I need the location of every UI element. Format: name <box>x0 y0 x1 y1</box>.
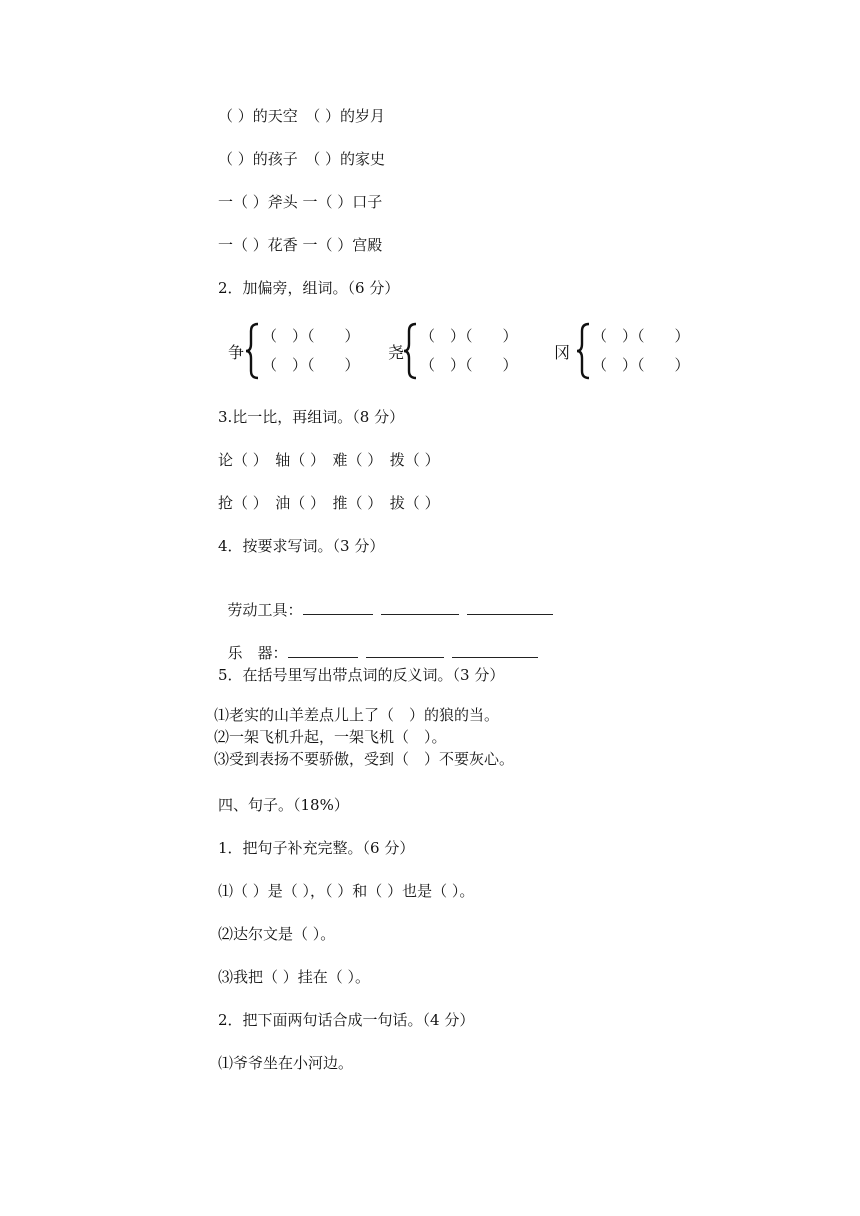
answer-blank[interactable] <box>381 600 459 615</box>
answer-blank[interactable] <box>467 600 553 615</box>
q5-line-2: ⑵一架飞机升起，一架飞机（ ）。 <box>214 728 447 746</box>
q3-row-1: 论（ ） 轴（ ） 难（ ） 拨（ ） <box>218 451 440 469</box>
s4-q1-line-2: ⑵达尔文是（ ）。 <box>218 925 336 943</box>
s4-q2-title: 2．把下面两句话合成一句话。（4 分） <box>218 1011 475 1029</box>
phrase-row-3: 一（ ）斧头 一（ ）口子 <box>218 193 383 211</box>
q4-label-instruments: 乐 器： <box>227 644 288 662</box>
radical-group-3 <box>554 322 714 380</box>
q5-title: 5．在括号里写出带点词的反义词。（3 分） <box>218 666 505 684</box>
q2-title: 2．加偏旁，组词。（6 分） <box>218 279 400 297</box>
s4-q1-title: 1．把句子补充完整。（6 分） <box>218 839 415 857</box>
curly-brace-icon <box>576 322 592 380</box>
radical-row-1: （ ）（ ） <box>592 327 690 345</box>
answer-blank[interactable] <box>288 643 358 658</box>
curly-brace-icon <box>403 322 419 380</box>
answer-blank[interactable] <box>366 643 444 658</box>
phrase-row-2: （ ）的孩子 （ ）的家史 <box>218 150 386 168</box>
radical-row-2: （ ）（ ） <box>262 356 360 374</box>
s4-q1-line-1: ⑴（ ）是（ ），（ ）和（ ）也是（ ）。 <box>218 882 475 900</box>
radical-group-2 <box>388 322 538 380</box>
radical-row-1: （ ）（ ） <box>420 327 518 345</box>
radical-row-1: （ ）（ ） <box>262 327 360 345</box>
q3-title: 3.比一比，再组词。（8 分） <box>218 408 405 426</box>
s4-q1-line-3: ⑶我把（ ）挂在（ ）。 <box>218 968 371 986</box>
answer-blank[interactable] <box>303 600 373 615</box>
radical-char: 冈 <box>554 343 571 362</box>
answer-blank[interactable] <box>452 643 538 658</box>
curly-brace-icon <box>245 322 261 380</box>
q3-row-2: 抢（ ） 油（ ） 推（ ） 拔（ ） <box>218 494 440 512</box>
phrase-row-1: （ ）的天空 （ ）的岁月 <box>218 107 386 125</box>
radical-char: 争 <box>228 343 245 362</box>
q5-line-1: ⑴老实的山羊差点儿上了（ ）的狼的当。 <box>214 706 500 724</box>
s4-q2-line-1: ⑴爷爷坐在小河边。 <box>218 1054 354 1072</box>
radical-char: 尧 <box>388 343 405 362</box>
q5-line-3: ⑶受到表扬不要骄傲，受到（ ）不要灰心。 <box>214 750 515 768</box>
q4-label-tools: 劳动工具： <box>227 601 303 619</box>
q5-sentences <box>214 704 514 770</box>
q4-row-2 <box>218 623 546 663</box>
q4-row-1 <box>218 580 561 620</box>
radical-group-1 <box>228 322 378 380</box>
q4-title: 4．按要求写词。（3 分） <box>218 537 385 555</box>
radical-row-2: （ ）（ ） <box>420 356 518 374</box>
radical-row-2: （ ）（ ） <box>592 356 690 374</box>
phrase-row-4: 一（ ）花香 一（ ）宫殿 <box>218 236 383 254</box>
section-4-title: 四、句子。（18%） <box>218 796 349 814</box>
